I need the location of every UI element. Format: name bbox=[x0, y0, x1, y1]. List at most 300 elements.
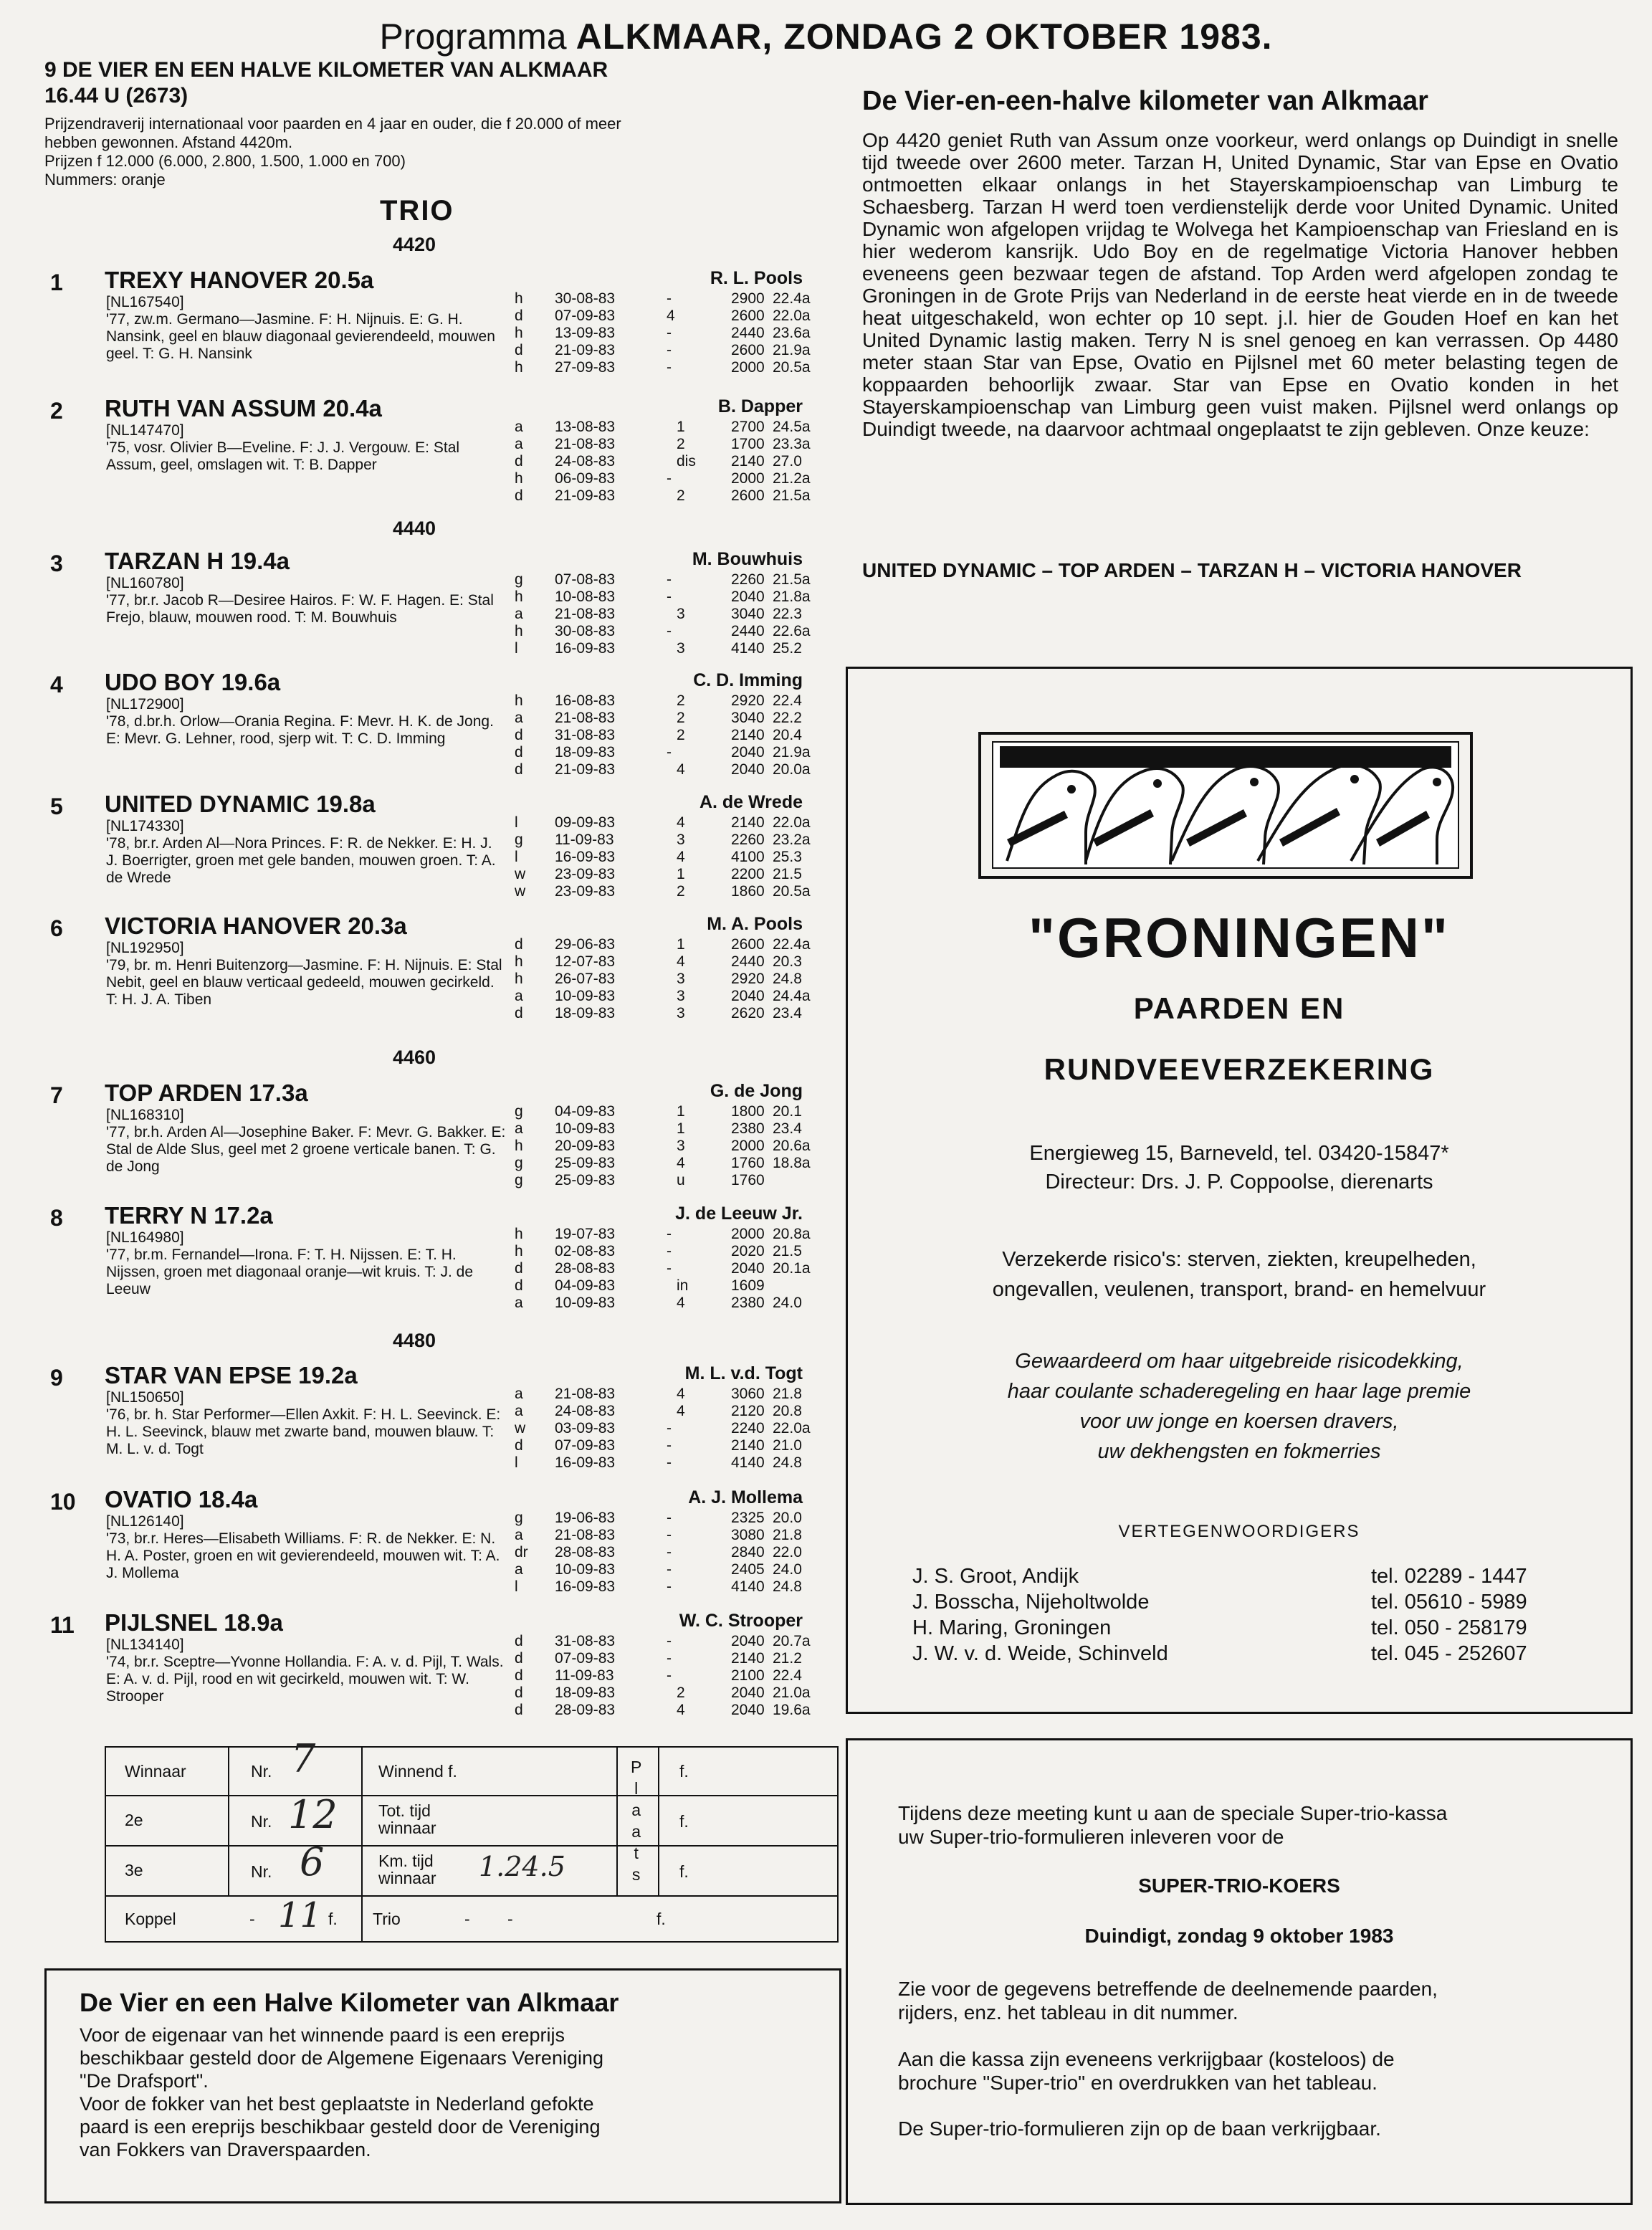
horse-entry bbox=[0, 1486, 824, 1601]
track-code: h bbox=[515, 953, 523, 970]
km-time: 23.4 bbox=[773, 1120, 802, 1137]
km-time: 21.2a bbox=[773, 470, 811, 487]
performance-row bbox=[515, 1386, 808, 1403]
performance-row bbox=[515, 1260, 811, 1277]
km-time: 20.8a bbox=[773, 1226, 811, 1242]
performance-row bbox=[515, 710, 808, 727]
race-distance: 1609 bbox=[731, 1277, 765, 1294]
horse-name: TOP ARDEN 17.3a bbox=[105, 1080, 308, 1106]
performance-row bbox=[515, 308, 811, 325]
performance-row bbox=[515, 589, 811, 606]
race-distance: 2000 bbox=[731, 359, 765, 376]
track-code: d bbox=[515, 453, 523, 470]
track-code: l bbox=[515, 849, 518, 865]
performance-row bbox=[515, 1005, 808, 1022]
horse-description: '73, br.r. Heres—Elisabeth Williams. F: R. de Nekker. E: N. H. A. Poster, groen en wit gevierendeeld, mouwen wit. T: A. J. Mollema bbox=[106, 1530, 500, 1581]
horse-entry bbox=[0, 267, 824, 381]
performance-row bbox=[515, 1277, 808, 1295]
ad-slogan: Gewaardeerd om haar uitgebreide risicodekking, bbox=[1015, 1350, 1464, 1373]
horse-description: '77, br.m. Fernandel—Irona. F: T. H. Nijssen. E: T. H. Nijssen, groen met diagonaal oranje—wit kruis. T: J. de Leeuw bbox=[106, 1247, 474, 1297]
race-distance: 2020 bbox=[731, 1243, 765, 1259]
horse-code: [NL126140] bbox=[106, 1513, 184, 1530]
unplaced-mark: - bbox=[667, 290, 672, 307]
race-distance: 2840 bbox=[731, 1544, 765, 1560]
title-main: ALKMAAR, ZONDAG 2 OKTOBER 1983. bbox=[576, 16, 1273, 57]
race-distance: 2380 bbox=[731, 1295, 765, 1311]
ad-subtitle: RUNDVEEVERZEKERING bbox=[1044, 1052, 1435, 1086]
performance-row bbox=[515, 470, 811, 487]
race-date: 21-08-83 bbox=[555, 1386, 616, 1402]
placing: 3 bbox=[677, 640, 685, 657]
super-trio-date: Duindigt, zondag 9 oktober 1983 bbox=[1084, 1925, 1394, 1947]
track-code: h bbox=[515, 589, 523, 605]
performance-row bbox=[515, 1544, 808, 1561]
horse-code: [NL167540] bbox=[106, 294, 184, 310]
performance-row bbox=[515, 623, 811, 640]
horse-name: UDO BOY 19.6a bbox=[105, 669, 281, 695]
horse-driver: J. de Leeuw Jr. bbox=[675, 1204, 803, 1224]
horse-entry bbox=[0, 1609, 824, 1724]
km-time: 21.5a bbox=[773, 571, 811, 588]
race-distance: 2600 bbox=[731, 308, 765, 324]
race-date: 16-09-83 bbox=[555, 1578, 616, 1595]
race-date: 29-06-83 bbox=[555, 936, 616, 953]
unplaced-mark: - bbox=[667, 1510, 672, 1526]
horse-code: [NL164980] bbox=[106, 1229, 184, 1246]
track-code: d bbox=[515, 308, 523, 324]
distance-label: 4440 bbox=[393, 518, 436, 539]
horse-driver: A. de Wrede bbox=[699, 792, 803, 812]
placing: 3 bbox=[677, 606, 685, 622]
km-time: 18.8a bbox=[773, 1155, 811, 1171]
race-date: 28-09-83 bbox=[555, 1702, 616, 1718]
track-code: a bbox=[515, 436, 523, 452]
koppel-dash: - bbox=[249, 1910, 255, 1928]
prize-box-title: De Vier en een Halve Kilometer van Alkmaar bbox=[80, 1988, 619, 2017]
horse-code: [NL160780] bbox=[106, 575, 184, 591]
race-distance: 2140 bbox=[731, 1650, 765, 1667]
placing: dis bbox=[677, 453, 696, 470]
race-distance: 3080 bbox=[731, 1527, 765, 1543]
performance-row bbox=[515, 571, 811, 589]
performance-row bbox=[515, 814, 811, 832]
result-table bbox=[105, 1736, 839, 1943]
rep-row: H. Maring, Groningen tel. 050 - 258179 bbox=[912, 1616, 1527, 1639]
race-date: 02-08-83 bbox=[555, 1243, 616, 1259]
track-code: d bbox=[515, 1650, 523, 1667]
race-date: 27-09-83 bbox=[555, 359, 616, 376]
unplaced-mark: - bbox=[667, 1650, 672, 1667]
track-code: d bbox=[515, 1437, 523, 1454]
race-distance: 2040 bbox=[731, 761, 765, 778]
km-time: 21.5 bbox=[773, 866, 802, 882]
race-date: 13-09-83 bbox=[555, 325, 616, 341]
race-date: 24-08-83 bbox=[555, 453, 616, 470]
race-date: 11-09-83 bbox=[555, 832, 614, 848]
race-distance: 4140 bbox=[731, 1578, 765, 1595]
race-distance: 2440 bbox=[731, 953, 765, 970]
km-time: 23.3a bbox=[773, 436, 811, 452]
placing: 4 bbox=[677, 1403, 685, 1419]
race-date: 30-08-83 bbox=[555, 290, 616, 307]
km-time: 20.5a bbox=[773, 359, 811, 376]
track-code: h bbox=[515, 971, 523, 987]
race-date: 21-08-83 bbox=[555, 436, 616, 452]
km-time: 24.0 bbox=[773, 1561, 802, 1578]
horse-code: [NL150650] bbox=[106, 1389, 184, 1406]
unplaced-mark: - bbox=[667, 1667, 672, 1684]
horse-code: [NL172900] bbox=[106, 696, 184, 713]
race-date: 28-08-83 bbox=[555, 1260, 616, 1277]
performance-row bbox=[515, 487, 811, 505]
track-code: h bbox=[515, 1138, 523, 1154]
track-code: d bbox=[515, 744, 523, 761]
horse-driver: R. L. Pools bbox=[710, 268, 803, 288]
km-time: 24.5a bbox=[773, 419, 811, 435]
horse-description: '75, vosr. Olivier B—Eveline. F: J. J. Vergouw. E: Stal Assum, geel, omslagen wit. T: B. Dapper bbox=[106, 439, 460, 473]
horse-entry bbox=[0, 1362, 824, 1477]
horse-description: '77, zw.m. Germano—Jasmine. F: H. Nijnuis. E: G. H. Nansink, geel en blauw diagonaal gevierendeeld, mouwen geel. T: G. H. Nansink bbox=[106, 311, 495, 362]
performance-list bbox=[515, 692, 811, 778]
race-distance: 2600 bbox=[731, 936, 765, 953]
race-date: 19-06-83 bbox=[555, 1510, 616, 1526]
race-distance: 1800 bbox=[731, 1103, 765, 1120]
horse-number: 9 bbox=[50, 1365, 63, 1391]
winnend-label: Winnend f. bbox=[378, 1762, 457, 1781]
super-trio-para: Zie voor de gegevens betreffende de deelnemende paarden, rijders, enz. het tableau in dit nummer. bbox=[898, 1978, 1438, 2024]
race-distance: 3040 bbox=[731, 710, 765, 726]
horse-entry bbox=[0, 669, 824, 783]
placing: 4 bbox=[677, 1702, 685, 1718]
performance-row bbox=[515, 692, 808, 710]
unplaced-mark: - bbox=[667, 744, 672, 761]
performance-row bbox=[515, 325, 811, 342]
race-distance: 2440 bbox=[731, 325, 765, 341]
race-distance: 2440 bbox=[731, 623, 765, 639]
race-date: 31-08-83 bbox=[555, 1633, 616, 1649]
condition-line: Nummers: oranje bbox=[44, 171, 166, 189]
performance-row bbox=[515, 606, 808, 623]
track-code: g bbox=[515, 1155, 523, 1171]
handwritten-km-time: 1.24.5 bbox=[479, 1851, 565, 1882]
horse-driver: M. L. v.d. Togt bbox=[684, 1363, 803, 1383]
track-code: g bbox=[515, 1510, 523, 1526]
horse-name: TARZAN H 19.4a bbox=[105, 548, 290, 574]
horse-code: [NL174330] bbox=[106, 818, 184, 834]
horse-entry bbox=[0, 913, 824, 1027]
performance-row bbox=[515, 1685, 811, 1702]
ad-director: Directeur: Drs. J. P. Coppoolse, dierenarts bbox=[1045, 1171, 1433, 1193]
horse-name: RUTH VAN ASSUM 20.4a bbox=[105, 395, 382, 421]
km-time: 20.3 bbox=[773, 953, 802, 970]
distance-label: 4420 bbox=[393, 234, 436, 255]
performance-list bbox=[515, 419, 811, 505]
performance-row bbox=[515, 1454, 808, 1472]
rep-row: J. S. Groot, Andijk tel. 02289 - 1447 bbox=[912, 1565, 1527, 1588]
track-code: d bbox=[515, 1685, 523, 1701]
race-distance: 2380 bbox=[731, 1120, 765, 1137]
km-time: 22.4a bbox=[773, 290, 811, 307]
track-code: l bbox=[515, 814, 518, 831]
performance-row bbox=[515, 1138, 811, 1155]
race-date: 12-07-83 bbox=[555, 953, 616, 970]
race-distance: 2000 bbox=[731, 1138, 765, 1154]
horse-name: TREXY HANOVER 20.5a bbox=[105, 267, 374, 293]
placing: 4 bbox=[677, 1155, 685, 1171]
race-date: 21-08-83 bbox=[555, 710, 616, 726]
performance-row bbox=[515, 359, 811, 376]
prize-box bbox=[44, 1968, 841, 2203]
performance-row bbox=[515, 1420, 811, 1437]
track-code: a bbox=[515, 1561, 523, 1578]
performance-row bbox=[515, 1650, 808, 1667]
unplaced-mark: - bbox=[667, 342, 672, 358]
unplaced-mark: - bbox=[667, 1437, 672, 1454]
unplaced-mark: - bbox=[667, 1578, 672, 1595]
race-distance: 2200 bbox=[731, 866, 765, 882]
nr-label: Nr. bbox=[251, 1762, 272, 1781]
race-date: 11-09-83 bbox=[555, 1667, 614, 1684]
race-distance: 1760 bbox=[731, 1155, 765, 1171]
km-time: 22.2 bbox=[773, 710, 802, 726]
race-distance: 2920 bbox=[731, 971, 765, 987]
horse-number: 5 bbox=[50, 794, 63, 819]
placing: 2 bbox=[677, 487, 685, 504]
race-date: 31-08-83 bbox=[555, 727, 616, 743]
winnaar-label: Winnaar bbox=[125, 1762, 186, 1781]
km-time: 20.5a bbox=[773, 883, 811, 900]
rep-row: J. W. v. d. Weide, Schinveld tel. 045 - 252607 bbox=[912, 1642, 1527, 1665]
horse-entry bbox=[0, 791, 824, 905]
track-code: l bbox=[515, 640, 518, 657]
race-date: 21-08-83 bbox=[555, 1527, 616, 1543]
km-time: 21.9a bbox=[773, 342, 811, 358]
track-code: a bbox=[515, 606, 523, 622]
tot-tijd-label: Tot. tijd winnaar bbox=[378, 1801, 436, 1837]
placing: 3 bbox=[677, 1005, 685, 1021]
horse-description: '77, br.h. Arden Al—Josephine Baker. F: Mevr. G. Bakker. E: Stal de Alde Slus, geel met 2 groene verticale banen. T: G. de Jong bbox=[106, 1124, 506, 1175]
race-date: 21-08-83 bbox=[555, 606, 616, 622]
race-distance: 3040 bbox=[731, 606, 765, 622]
race-conditions bbox=[44, 115, 818, 189]
placing: 3 bbox=[677, 832, 685, 848]
km-tijd-label: Km. tijd winnaar bbox=[378, 1852, 436, 1887]
track-code: l bbox=[515, 1454, 518, 1471]
horse-driver: A. J. Mollema bbox=[688, 1487, 803, 1507]
unplaced-mark: - bbox=[667, 1243, 672, 1259]
race-distance: 2000 bbox=[731, 470, 765, 487]
ad-address: Energieweg 15, Barneveld, tel. 03420-15847* bbox=[1029, 1142, 1449, 1165]
track-code: d bbox=[515, 1667, 523, 1684]
unplaced-mark: - bbox=[667, 1454, 672, 1471]
trio-result-label: Trio bbox=[373, 1910, 401, 1928]
race-date: 09-09-83 bbox=[555, 814, 616, 831]
track-code: h bbox=[515, 290, 523, 307]
horse-name: TERRY N 17.2a bbox=[105, 1202, 273, 1229]
race-date: 28-08-83 bbox=[555, 1544, 616, 1560]
title-lead: Programma bbox=[379, 16, 567, 57]
km-time: 20.0 bbox=[773, 1510, 802, 1526]
performance-row bbox=[515, 1172, 808, 1189]
performance-list bbox=[515, 1633, 811, 1719]
placing: 3 bbox=[677, 1138, 685, 1154]
race-date: 24-08-83 bbox=[555, 1403, 616, 1419]
track-code: d bbox=[515, 342, 523, 358]
race-date: 30-08-83 bbox=[555, 623, 616, 639]
race-distance: 2600 bbox=[731, 487, 765, 504]
race-distance: 2120 bbox=[731, 1403, 765, 1419]
race-distance: 1760 bbox=[731, 1172, 765, 1188]
race-date: 25-09-83 bbox=[555, 1155, 616, 1171]
race-date: 04-09-83 bbox=[555, 1277, 616, 1294]
preview-text: Op 4420 geniet Ruth van Assum onze voorkeur, werd onlangs op Duindigt in snelle tijd tweede over 2600 meter. Tarzan H, United Dynamic, Star van Epse en Ovatio ontmoetten elkaar onlangs in het Stayerskampioenschap van Limburg te Schaesberg. Tarzan H werd toen verdienstelijk derde voor United Dynamic. United Dynamic won afgelopen vrijdag te Wolvega het Kampioenschap van Friesland en is hier wederom kansrijk. Udo Boy en de regelmatige Victoria Hanover hebben eveneens geen bezwaar tegen de afstand. Top Arden werd afgelopen zondag te Groningen in de Grote Prijs van Nederland in de eerste heat vierde en in de tweede heat uitgeschakeld, won echter op 10 sept. j.l. hier de Gouden Hoef en kan het United Dynamic lastig maken. Terry N is snel genoeg en kan verrassen. Op 4480 meter staan Star van Epse, Ovatio en Pijlsnel met 60 meter belasting tegen de koppaarden behoorlijk zwaar. Star van Epse en Ovatio konden in het Stayerskampioenschap van Limburg geen vuist maken. Pijlsnel werd onlangs op Duindigt tweede, na daarvoor achtmaal ongeplaatst te zijn gebleven. Onze keuze: bbox=[862, 129, 1618, 440]
placing: 1 bbox=[677, 1120, 685, 1137]
race-date: 19-07-83 bbox=[555, 1226, 616, 1242]
race-date: 07-09-83 bbox=[555, 308, 616, 324]
performance-row bbox=[515, 988, 811, 1005]
track-code: d bbox=[515, 1633, 523, 1649]
race-distance: 1860 bbox=[731, 883, 765, 900]
race-date: 07-08-83 bbox=[555, 571, 616, 588]
placing: 4 bbox=[677, 761, 685, 778]
track-code: g bbox=[515, 832, 523, 848]
plaats-label: P l a a t s bbox=[631, 1758, 642, 1884]
race-date: 21-09-83 bbox=[555, 761, 616, 778]
unplaced-mark: - bbox=[667, 1544, 672, 1560]
unplaced-mark: - bbox=[667, 325, 672, 341]
preview-title: De Vier-en-een-halve kilometer van Alkmaar bbox=[862, 86, 1428, 116]
ad-company-name: "GRONINGEN" bbox=[1028, 906, 1450, 969]
race-distance: 2260 bbox=[731, 832, 765, 848]
track-code: w bbox=[515, 866, 526, 882]
race-date: 03-09-83 bbox=[555, 1420, 616, 1436]
race-distance: 2040 bbox=[731, 1633, 765, 1649]
km-time: 20.7a bbox=[773, 1633, 811, 1649]
super-trio-heading: SUPER-TRIO-KOERS bbox=[1138, 1874, 1340, 1897]
race-date: 20-09-83 bbox=[555, 1138, 616, 1154]
km-time: 20.4 bbox=[773, 727, 802, 743]
race-heading bbox=[44, 57, 818, 109]
performance-list bbox=[515, 1386, 811, 1472]
distance-label: 4480 bbox=[393, 1330, 436, 1351]
horse-number: 3 bbox=[50, 551, 63, 576]
performance-list bbox=[515, 1510, 808, 1596]
race-distance: 1700 bbox=[731, 436, 765, 452]
track-code: w bbox=[515, 883, 526, 900]
race-date: 10-09-83 bbox=[555, 1120, 616, 1137]
race-distance: 2100 bbox=[731, 1667, 765, 1684]
horse-number: 1 bbox=[50, 270, 63, 295]
performance-row bbox=[515, 1437, 808, 1454]
race-distance: 2325 bbox=[731, 1510, 765, 1526]
race-heading-title: 9 DE VIER EN EEN HALVE KILOMETER VAN ALKMAAR bbox=[44, 58, 608, 82]
performance-row bbox=[515, 971, 808, 988]
placing: 4 bbox=[677, 849, 685, 865]
performance-row bbox=[515, 1103, 808, 1120]
placing: 2 bbox=[677, 1685, 685, 1701]
horse-name: OVATIO 18.4a bbox=[105, 1486, 258, 1512]
page-title bbox=[0, 16, 1652, 57]
performance-row bbox=[515, 849, 808, 866]
placing: 4 bbox=[677, 953, 685, 970]
race-distance: 2000 bbox=[731, 1226, 765, 1242]
km-time: 22.0a bbox=[773, 308, 811, 324]
insurance-ad bbox=[846, 667, 1633, 1714]
horse-number: 4 bbox=[50, 672, 63, 697]
race-distance: 2240 bbox=[731, 1420, 765, 1436]
horse-code: [NL147470] bbox=[106, 422, 184, 439]
koppel-label: Koppel bbox=[125, 1910, 176, 1928]
performance-row bbox=[515, 1667, 808, 1685]
horse-entry bbox=[0, 1202, 824, 1317]
km-time: 21.8 bbox=[773, 1527, 802, 1543]
track-code: a bbox=[515, 1120, 523, 1137]
condition-line: hebben gewonnen. Afstand 4420m. bbox=[44, 133, 293, 151]
km-time: 24.0 bbox=[773, 1295, 802, 1311]
placing: 2 bbox=[677, 883, 685, 900]
performance-list bbox=[515, 290, 811, 376]
track-code: d bbox=[515, 1260, 523, 1277]
track-code: d bbox=[515, 1005, 523, 1021]
race-distance: 2700 bbox=[731, 419, 765, 435]
nr-label: Nr. bbox=[251, 1812, 272, 1831]
km-time: 22.4 bbox=[773, 1667, 802, 1684]
performance-list bbox=[515, 571, 811, 657]
race-distance: 2900 bbox=[731, 290, 765, 307]
race-distance: 2140 bbox=[731, 814, 765, 831]
km-time: 20.8 bbox=[773, 1403, 802, 1419]
trio-dash: - bbox=[507, 1910, 513, 1928]
race-distance: 2140 bbox=[731, 727, 765, 743]
performance-row bbox=[515, 761, 811, 778]
km-time: 20.1a bbox=[773, 1260, 811, 1277]
ad-risks: Verzekerde risico's: sterven, ziekten, kreupelheden, bbox=[1002, 1248, 1476, 1271]
placing: 4 bbox=[677, 1386, 685, 1402]
horse-name: PIJLSNEL 18.9a bbox=[105, 1609, 283, 1636]
horse-entry bbox=[0, 1080, 824, 1194]
track-code: h bbox=[515, 692, 523, 709]
unplaced-mark: - bbox=[667, 1527, 672, 1543]
race-date: 16-09-83 bbox=[555, 1454, 616, 1471]
koppel-f: f. bbox=[328, 1910, 338, 1928]
placing: 2 bbox=[677, 710, 685, 726]
performance-row bbox=[515, 866, 808, 883]
performance-row bbox=[515, 1510, 808, 1527]
horse-driver: M. A. Pools bbox=[707, 914, 803, 934]
race-date: 23-09-83 bbox=[555, 883, 616, 900]
placing: 2 bbox=[677, 692, 685, 709]
race-date: 04-09-83 bbox=[555, 1103, 616, 1120]
race-heading-time: 16.44 U (2673) bbox=[44, 84, 188, 108]
super-trio-para: De Super-trio-formulieren zijn op de baan verkrijgbaar. bbox=[898, 2117, 1381, 2140]
race-date: 18-09-83 bbox=[555, 1685, 616, 1701]
km-time: 22.4a bbox=[773, 936, 811, 953]
horse-description: '77, br.r. Jacob R—Desiree Hairos. F: W. F. Hagen. E: Stal Frejo, blauw, mouwen rood. T: M. Bouwhuis bbox=[106, 592, 494, 626]
horse-driver: M. Bouwhuis bbox=[692, 549, 803, 569]
horse-code: [NL134140] bbox=[106, 1636, 184, 1653]
horse-description: '78, d.br.h. Orlow—Orania Regina. F: Mevr. H. K. de Jong. E: Mevr. G. Lehner, rood, sjerp wit. T: C. D. Imming bbox=[106, 713, 494, 747]
race-date: 13-08-83 bbox=[555, 419, 616, 435]
km-time: 25.3 bbox=[773, 849, 802, 865]
super-trio-intro: Tijdens deze meeting kunt u aan de speciale Super-trio-kassa uw Super-trio-formulieren inleveren voor de bbox=[898, 1802, 1448, 1848]
unplaced-mark: - bbox=[667, 571, 672, 588]
track-code: h bbox=[515, 1243, 523, 1259]
horse-description: '76, br. h. Star Performer—Ellen Axkit. F: H. L. Seevinck. E: H. L. Seevinck, blauw met zwarte band, mouwen blauw. T: M. L. v. d. Togt bbox=[106, 1406, 501, 1457]
km-time: 19.6a bbox=[773, 1702, 811, 1718]
plaats-f: f. bbox=[679, 1812, 689, 1831]
race-distance: 2140 bbox=[731, 1437, 765, 1454]
horse-driver: B. Dapper bbox=[717, 396, 803, 416]
